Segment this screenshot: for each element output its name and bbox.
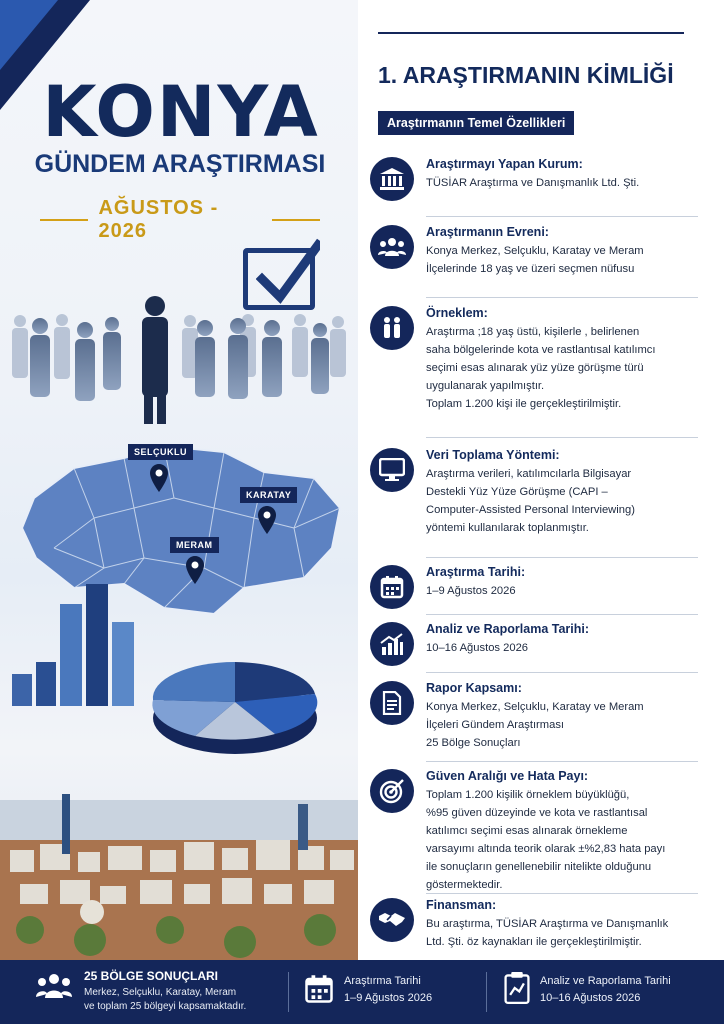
item-text: Araştırma ;18 yaş üstü, kişilerle , belirlenen — [426, 326, 640, 338]
item-text: Ltd. Şti. öz kaynakları ile gerçekleştirilmiştir. — [426, 936, 642, 948]
item-text: ile sonuçların genellenebilir nitelikte olduğunu — [426, 861, 652, 873]
bar-chart-icon — [370, 622, 414, 666]
item-heading: Örneklem: — [426, 306, 488, 320]
footer-regions-text: Merkez, Selçuklu, Karatay, Meram — [84, 987, 237, 998]
clipboard-chart-icon — [504, 972, 530, 1004]
item-text: Toplam 1.200 kişi ile gerçekleştirilmiştir. — [426, 398, 622, 410]
corner-decoration-accent — [0, 0, 58, 70]
map-pin-icon — [150, 464, 168, 492]
footer-research-date-value: 1–9 Ağustos 2026 — [344, 992, 433, 1004]
item-text: varsayımı altında teorik olarak ±%2,83 hata payı — [426, 843, 666, 855]
map-pin-icon — [186, 556, 204, 584]
item-text: Araştırma verileri, katılımcılarla Bilgisayar — [426, 468, 632, 480]
item-heading: Araştırma Tarihi: — [426, 565, 526, 579]
item-text: 10–16 Ağustos 2026 — [426, 642, 529, 654]
divider — [272, 219, 320, 221]
item-text: Konya Merkez, Selçuklu, Karatay ve Meram — [426, 245, 644, 257]
footer-analysis-date-value: 10–16 Ağustos 2026 — [540, 992, 641, 1004]
cover-subtitle: GÜNDEM ARAŞTIRMASI — [34, 150, 326, 178]
divider — [426, 893, 698, 894]
content-panel — [358, 0, 724, 960]
document-icon — [370, 681, 414, 725]
divider — [426, 437, 698, 438]
cover-title: KONYA — [42, 71, 320, 153]
map-pin-icon — [258, 506, 276, 534]
item-text: seçimi esas alınarak yüz yüze görüşme türü — [426, 362, 644, 374]
divider — [426, 672, 698, 673]
item-heading: Finansman: — [426, 898, 497, 912]
item-text: yöntemi kullanılarak toplanmıştır. — [426, 522, 589, 534]
item-text: 25 Bölge Sonuçları — [426, 737, 521, 749]
divider — [426, 761, 698, 762]
handshake-icon — [370, 898, 414, 942]
divider — [426, 297, 698, 298]
bar-graphic — [10, 578, 140, 708]
divider — [426, 557, 698, 558]
item-heading: Analiz ve Raporlama Tarihi: — [426, 622, 590, 636]
item-text: İlçeleri Gündem Araştırması — [426, 719, 565, 731]
item-heading: Araştırmayı Yapan Kurum: — [426, 157, 583, 171]
footer-research-date-label: Araştırma Tarihi — [344, 975, 421, 987]
item-heading: Araştırmanın Evreni: — [426, 225, 549, 239]
section-title: 1. ARAŞTIRMANIN KİMLİĞİ — [378, 62, 674, 88]
group-icon — [370, 225, 414, 269]
footer-regions-text: ve toplam 25 bölgeyi kapsamaktadır. — [84, 1001, 247, 1012]
divider — [40, 219, 88, 221]
divider — [378, 32, 684, 34]
cover-date-text: AĞUSTOS - 2026 — [98, 197, 219, 242]
section-badge: Araştırmanın Temel Özellikleri — [378, 111, 574, 135]
item-heading: Veri Toplama Yöntemi: — [426, 448, 560, 462]
item-text: Destekli Yüz Yüze Görüşme (CAPI – — [426, 486, 608, 498]
divider — [288, 972, 289, 1012]
map-label-meram: MERAM — [170, 537, 219, 553]
target-icon — [370, 769, 414, 813]
group-icon — [36, 972, 72, 1000]
calendar-icon — [370, 565, 414, 609]
footer-regions-heading: 25 BÖLGE SONUÇLARI — [84, 969, 219, 983]
calendar-icon — [304, 974, 334, 1004]
footer-analysis-date-label: Analiz ve Raporlama Tarihi — [540, 975, 671, 987]
item-text: göstermektedir. — [426, 879, 503, 891]
item-text: uygulanarak yapılmıştır. — [426, 380, 545, 392]
item-text: Toplam 1.200 kişilik örneklem büyüklüğü, — [426, 789, 630, 801]
footer-regions — [36, 960, 286, 1024]
cover-panel — [0, 0, 358, 960]
pie-graphic — [145, 644, 325, 764]
divider — [486, 972, 487, 1012]
institution-icon — [370, 157, 414, 201]
map-label-karatay: KARATAY — [240, 487, 297, 503]
monitor-icon — [370, 448, 414, 492]
item-text: Bu araştırma, TÜSİAR Araştırma ve Danışmanlık — [426, 918, 669, 930]
item-text: katılımcı seçimi esas alınarak örnekleme — [426, 825, 628, 837]
item-heading: Rapor Kapsamı: — [426, 681, 522, 695]
divider — [426, 614, 698, 615]
item-text: Konya Merkez, Selçuklu, Karatay ve Meram — [426, 701, 644, 713]
city-skyline — [0, 780, 358, 960]
divider — [426, 216, 698, 217]
item-text: TÜSİAR Araştırma ve Danışmanlık Ltd. Şti. — [426, 177, 640, 189]
map-label-selcuklu: SELÇUKLU — [128, 444, 193, 460]
item-heading: Güven Aralığı ve Hata Payı: — [426, 769, 589, 783]
footer-analysis-date — [504, 960, 714, 1024]
sample-people-icon — [370, 306, 414, 350]
item-text: saha bölgelerinde kota ve rastlantısal katılımcı — [426, 344, 656, 356]
footer-research-date — [304, 960, 494, 1024]
footer-bar — [0, 960, 724, 1024]
item-text: 1–9 Ağustos 2026 — [426, 585, 516, 597]
item-text: %95 güven düzeyinde ve kota ve rastlantısal — [426, 807, 648, 819]
item-text: Computer-Assisted Personal Interviewing) — [426, 504, 635, 516]
crowd-illustration — [0, 296, 358, 426]
item-text: İlçelerinde 18 yaş ve üzeri seçmen nüfusu — [426, 263, 635, 275]
